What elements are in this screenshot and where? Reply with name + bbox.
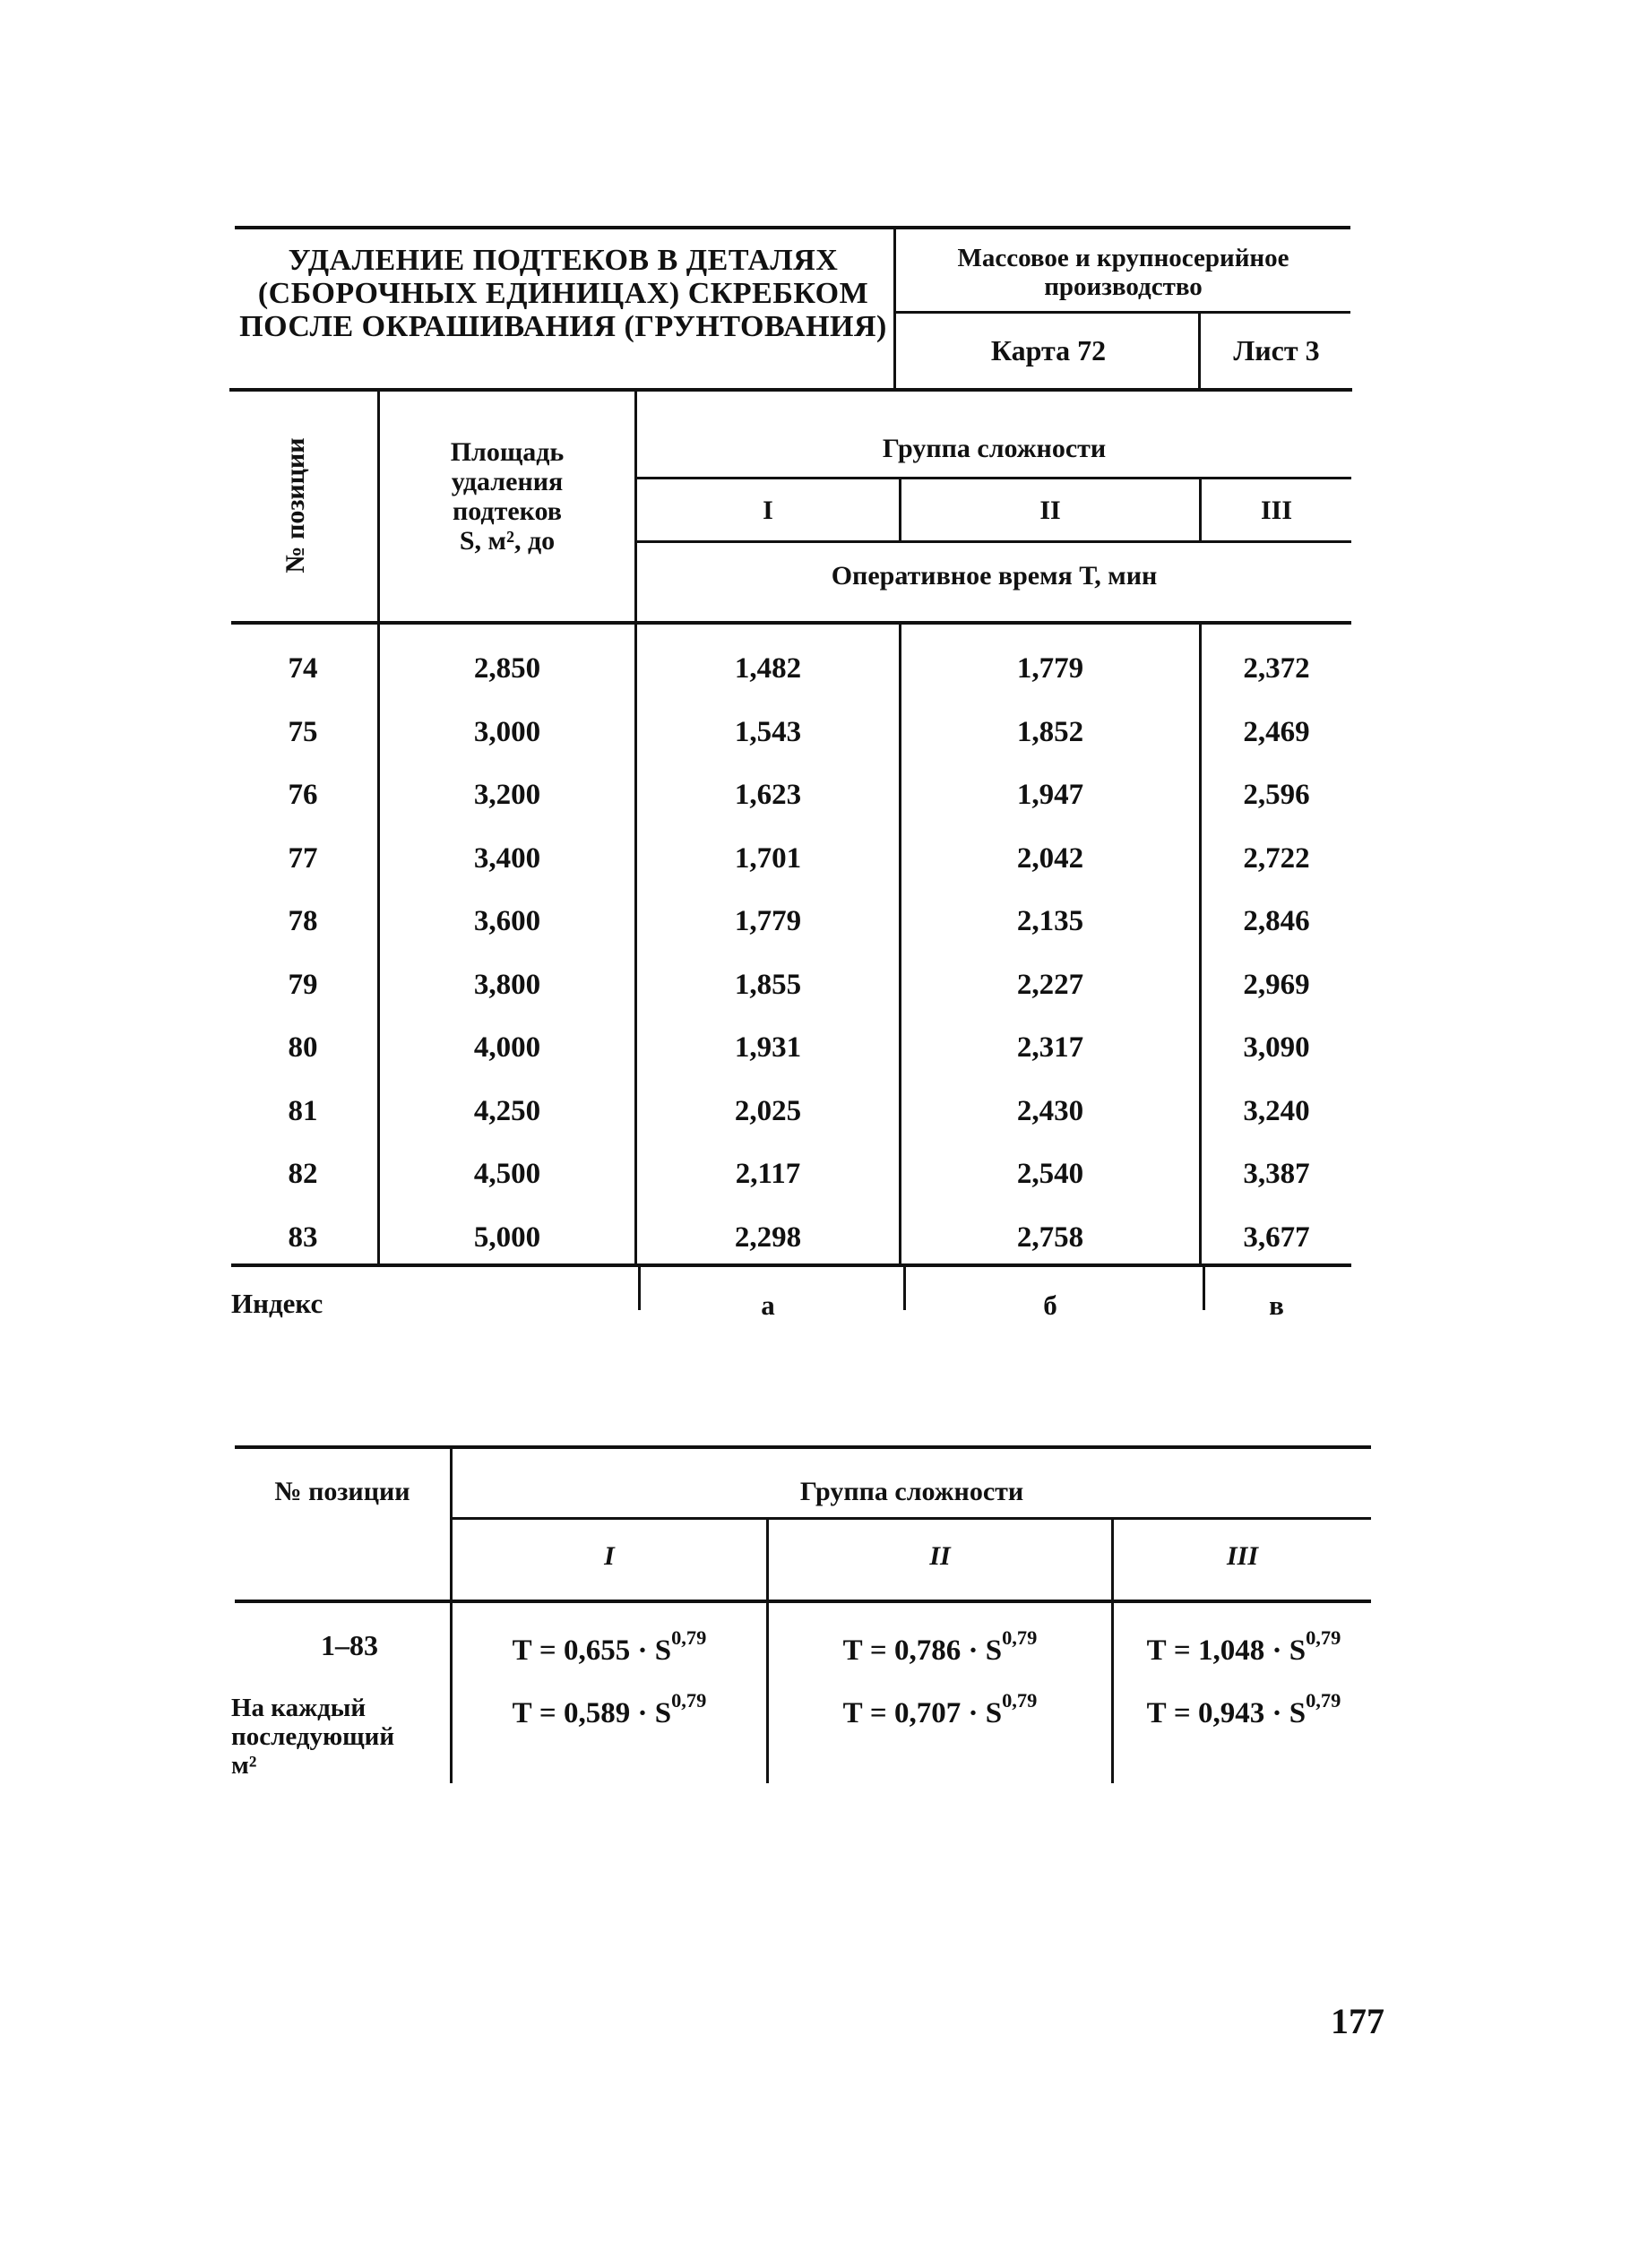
formula-base: Т = 0,943 · S — [1146, 1696, 1307, 1729]
row-label-line: последующий — [231, 1722, 395, 1751]
area-cell: 3,800 — [473, 968, 541, 1001]
time-group-i-cell: 1,623 — [734, 779, 802, 811]
time-group-ii-cell: 2,135 — [1016, 905, 1084, 937]
formula-exponent: 0,79 — [1002, 1626, 1038, 1649]
position-cell: 75 — [288, 715, 318, 748]
group-iii-header: III — [1260, 496, 1293, 525]
formula — [1114, 1626, 1374, 1668]
production-line: Массовое и крупносерийное — [957, 244, 1289, 272]
row-label-line: На каждый — [231, 1694, 367, 1722]
area-cell: 3,600 — [473, 905, 541, 937]
page-number: 177 — [1331, 2001, 1384, 2041]
row-label: 1–83 — [321, 1629, 378, 1661]
time-group-ii-cell: 2,042 — [1016, 841, 1084, 875]
production-type — [901, 244, 1346, 301]
time-group-ii-cell: 1,779 — [1016, 652, 1084, 685]
position-cell: 83 — [288, 1220, 318, 1254]
group-ii-header: II — [1039, 496, 1061, 525]
card-number: Карта 72 — [990, 334, 1107, 367]
time-group-iii-cell: 2,372 — [1243, 652, 1310, 685]
time-group-i-cell: 1,543 — [734, 715, 802, 748]
time-group-iii-cell: 2,469 — [1243, 715, 1310, 748]
area-cell: 3,400 — [473, 841, 541, 875]
time-group-ii-cell: 1,852 — [1016, 715, 1084, 748]
position-cell: 82 — [288, 1158, 318, 1190]
row-label-line: м² — [231, 1751, 257, 1780]
formula — [1114, 1689, 1374, 1730]
area-cell: 4,500 — [473, 1158, 541, 1190]
formula-exponent: 0,79 — [1002, 1689, 1038, 1712]
area-cell: 4,250 — [473, 1094, 541, 1127]
position-cell: 74 — [288, 652, 318, 685]
complexity-group-header: Группа сложности — [882, 434, 1107, 463]
formula — [453, 1689, 766, 1730]
row-label — [231, 1694, 446, 1780]
position-column-header: № позиции — [280, 437, 310, 573]
formula-exponent: 0,79 — [671, 1689, 707, 1712]
time-group-ii-cell: 2,540 — [1016, 1158, 1084, 1190]
area-header-line: подтеков — [453, 496, 562, 526]
time-group-ii-cell: 2,317 — [1016, 1031, 1084, 1064]
sheet-number: Лист 3 — [1233, 334, 1320, 367]
formula-exponent: 0,79 — [1306, 1689, 1341, 1712]
time-group-i-cell: 2,025 — [734, 1094, 802, 1127]
time-group-i-cell: 1,779 — [734, 905, 802, 937]
time-group-ii-cell: 2,227 — [1016, 968, 1084, 1001]
document-title — [237, 244, 889, 343]
time-group-iii-cell: 2,722 — [1243, 841, 1310, 875]
time-group-i-cell: 2,298 — [734, 1220, 802, 1254]
title-line: (СБОРОЧНЫХ ЕДИНИЦАХ) СКРЕБКОМ — [257, 277, 869, 310]
index-value: б — [1043, 1289, 1057, 1321]
time-group-iii-cell: 3,090 — [1243, 1031, 1310, 1064]
index-value: а — [761, 1289, 775, 1321]
formula — [769, 1689, 1111, 1730]
group-ii-header: II — [929, 1541, 951, 1571]
position-column-header: № позиции — [274, 1477, 410, 1506]
time-group-i-cell: 1,931 — [734, 1031, 802, 1064]
area-cell: 3,000 — [473, 715, 541, 748]
time-group-iii-cell: 2,846 — [1243, 905, 1310, 937]
formula-base: Т = 1,048 · S — [1146, 1634, 1307, 1667]
position-cell: 77 — [288, 841, 318, 875]
formula-base: Т = 0,655 · S — [512, 1634, 672, 1667]
area-header-line: удаления — [451, 467, 564, 496]
area-cell: 3,200 — [473, 779, 541, 811]
title-line: УДАЛЕНИЕ ПОДТЕКОВ В ДЕТАЛЯХ — [288, 244, 839, 277]
time-group-i-cell: 2,117 — [735, 1158, 801, 1190]
time-group-i-cell: 1,482 — [734, 652, 802, 685]
time-group-i-cell: 1,701 — [734, 841, 802, 875]
position-cell: 76 — [288, 779, 318, 811]
area-cell: 5,000 — [473, 1220, 541, 1254]
area-cell: 4,000 — [473, 1031, 541, 1064]
time-group-ii-cell: 2,758 — [1016, 1220, 1084, 1254]
area-cell: 2,850 — [473, 652, 541, 685]
index-value: в — [1269, 1289, 1284, 1321]
complexity-group-header: Группа сложности — [799, 1477, 1024, 1506]
group-i-header: I — [604, 1541, 615, 1571]
formula-exponent: 0,79 — [1306, 1626, 1341, 1649]
time-group-i-cell: 1,855 — [734, 968, 802, 1001]
time-group-ii-cell: 1,947 — [1016, 779, 1084, 811]
title-line: ПОСЛЕ ОКРАШИВАНИЯ (ГРУНТОВАНИЯ) — [239, 310, 887, 343]
time-group-iii-cell: 2,596 — [1243, 779, 1310, 811]
time-group-ii-cell: 2,430 — [1016, 1094, 1084, 1127]
operative-time-header: Оперативное время Т, мин — [831, 561, 1158, 591]
formula — [769, 1626, 1111, 1668]
position-cell: 78 — [288, 905, 318, 937]
position-cell: 80 — [288, 1031, 318, 1064]
index-label: Индекс — [231, 1288, 323, 1319]
formula-exponent: 0,79 — [671, 1626, 707, 1649]
area-column-header — [382, 437, 633, 556]
formula-base: Т = 0,707 · S — [842, 1696, 1003, 1729]
formula-base: Т = 0,589 · S — [512, 1696, 672, 1729]
position-cell: 79 — [288, 968, 318, 1001]
formula-base: Т = 0,786 · S — [842, 1634, 1003, 1667]
formula — [453, 1626, 766, 1668]
production-line: производство — [1044, 272, 1203, 301]
time-group-iii-cell: 3,387 — [1243, 1158, 1310, 1190]
group-iii-header: III — [1226, 1541, 1259, 1571]
group-i-header: I — [763, 496, 773, 525]
time-group-iii-cell: 3,240 — [1243, 1094, 1310, 1127]
time-group-iii-cell: 3,677 — [1243, 1220, 1310, 1254]
time-group-iii-cell: 2,969 — [1243, 968, 1310, 1001]
area-header-line: Площадь — [450, 437, 565, 467]
area-header-line: S, м², до — [459, 526, 556, 556]
position-cell: 81 — [288, 1094, 318, 1127]
